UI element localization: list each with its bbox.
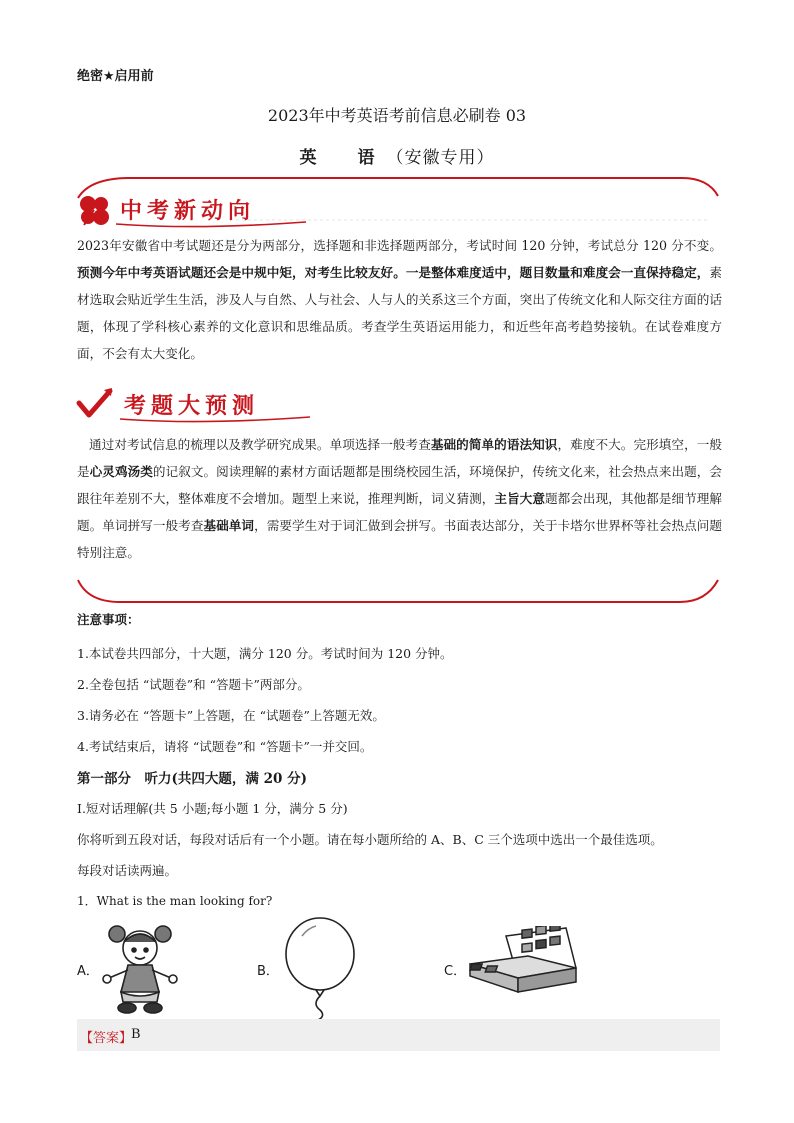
option-b-label: B．: [257, 964, 279, 979]
frame-bottom-decoration: [70, 572, 722, 606]
prediction-title: 考题大预测: [124, 394, 260, 419]
option-a-label: A．: [77, 964, 99, 979]
trends-text-bold: 预测今年中考英语试题还会是中规中矩，对考生比较友好。一是整体难度适中，题目数量和难度会一直保持稳定，: [77, 265, 710, 280]
paper-title: 2023年中考英语考前信息必刷卷 03: [267, 106, 527, 125]
section-heading: Ⅰ.短对话理解(共 5 小题;每小题 1 分，满分 5 分): [77, 801, 348, 816]
balloon-icon: [282, 916, 358, 1020]
note-item: 4.考试结束后，请将 “试题卷”和 “答题卡”一并交回。: [77, 739, 373, 754]
trends-text-2: 素材选取会贴近学生生活，涉及人与自然、人与社会、人与人的关系这三个方面，突出了传统文化和人际交往方面的话题，体现了学科核心素养的文化意识和思维品质。考查学生英语运用能力，和近些年高考趋势接轨。在试卷难度方面，不会有太大变化。: [77, 265, 722, 361]
trends-title-underline: [116, 220, 316, 232]
option-c-label: C．: [444, 964, 467, 979]
checkmark-arrow-icon: [76, 385, 116, 421]
clover-icon: [76, 192, 112, 228]
subject-label: 英 语: [299, 148, 387, 168]
prediction-bold-2: 心灵鸡汤类: [89, 464, 153, 479]
part1-heading: 第一部分 听力(共四大题，满 20 分): [77, 771, 307, 787]
note-item: 3.请务必在 “答题卡”上答题，在 “试题卷”上答题无效。: [77, 708, 385, 723]
question-1: 1．What is the man looking for?: [77, 894, 273, 908]
prediction-text-1: 通过对考试信息的梳理以及教学研究成果。单项选择一般考查: [89, 437, 431, 452]
prediction-bold-3: 主旨大意: [494, 491, 545, 506]
prediction-bold-1: 基础的简单的语法知识: [430, 437, 558, 452]
answer-bar: [77, 1019, 720, 1051]
prediction-text-4: 题都会出现，其他都是细节理解题。单词拼写一般考查: [77, 491, 723, 533]
paper-subtitle: [0, 143, 794, 168]
prediction-bold-4: 基础单词: [203, 518, 255, 533]
trends-title: 中考新动向: [120, 199, 256, 224]
instruction-line-1: 你将听到五段对话，每段对话后有一个小题。请在每小题所给的 A、B、C 三个选项中选出一个最佳选项。: [77, 832, 663, 847]
prediction-text-3: 的记叙文。阅读理解的素材方面话题都是围绕校园生活，环境保护，传统文化来，社会热点来出题，会跟往年差别不大，整体难度不会增加。题型上来说，推理判断，词义猜测，: [77, 464, 723, 506]
confidential-label: 绝密★启用前: [77, 69, 154, 84]
prediction-text-5: ，需要学生对于词汇做到会拼写。书面表达部分，关于卡塔尔世界杯等社会热点问题特别注意。: [77, 518, 723, 560]
instruction-line-2: 每段对话读两遍。: [77, 863, 178, 878]
prediction-text-2: ，难度不大。完形填空，一般是: [77, 437, 723, 479]
note-item: 2.全卷包括 “试题卷”和 “答题卡”两部分。: [77, 677, 310, 692]
notes-heading: 注意事项：: [77, 612, 140, 627]
paint-box-icon: [466, 926, 578, 1012]
prediction-paragraph: [77, 431, 722, 566]
answer-label: 【答案】: [80, 1031, 133, 1046]
trends-paragraph: [77, 232, 722, 367]
region-label: （安徽专用）: [386, 148, 495, 168]
doll-icon: [97, 920, 183, 1016]
trends-text-1: 2023年安徽省中考试题还是分为两部分，选择题和非选择题两部分，考试时间 120 分钟，考试总分 120 分不变。: [77, 238, 722, 253]
note-item: 1.本试卷共四部分，十大题，满分 120 分。考试时间为 120 分钟。: [77, 646, 453, 661]
answer-value: B: [131, 1027, 141, 1042]
prediction-title-underline: [120, 415, 320, 427]
